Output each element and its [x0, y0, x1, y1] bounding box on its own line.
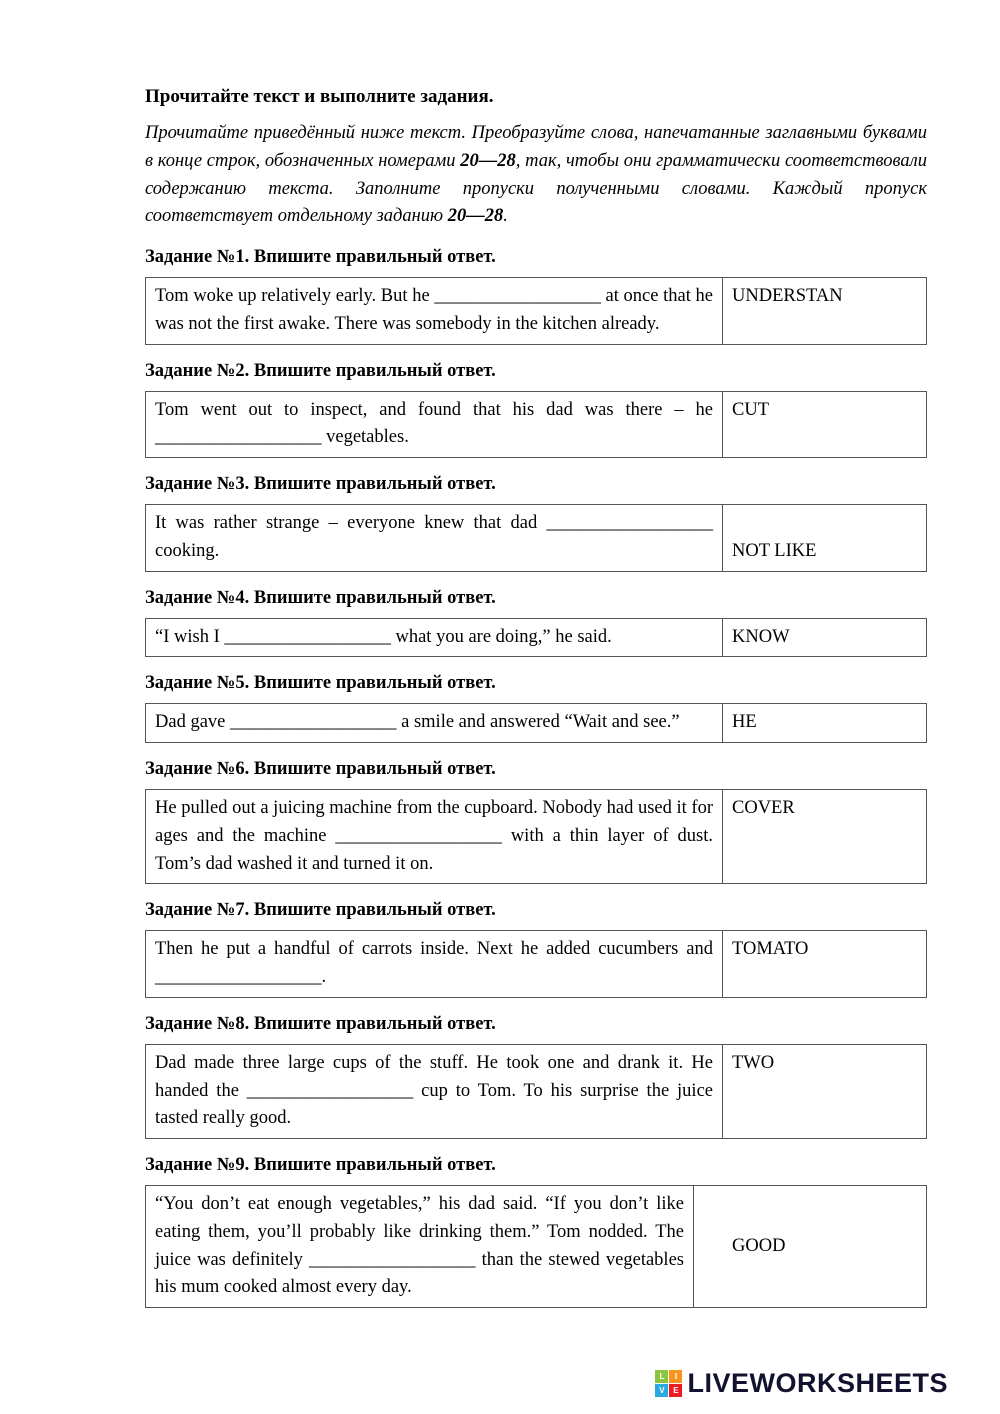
liveworksheets-brand-link[interactable]: LIVEWORKSHEETS	[687, 1368, 948, 1398]
task-1-text-before: Tom woke up relatively early. But he	[155, 286, 435, 306]
task-2-text-before: Tom went out to inspect, and found that his dad was there – he	[155, 399, 713, 420]
task-5-text-after: a smile and answered “Wait and see.”	[396, 712, 680, 733]
worksheet-instructions	[145, 120, 927, 231]
task-7-answer-blank[interactable]: __________________	[155, 967, 322, 987]
instructions-bold-range-2: 20––28	[447, 206, 504, 227]
task-9-answer-blank[interactable]: __________________	[309, 1249, 476, 1270]
task-1-answer-blank[interactable]: __________________	[434, 286, 601, 306]
task-7-text	[146, 931, 722, 997]
task-3-heading: Задание №3. Впишите правильный ответ.	[145, 474, 496, 494]
task-8-answer-blank[interactable]: __________________	[246, 1080, 414, 1101]
task-8-keyword: TWO	[722, 1045, 926, 1138]
task-4-answer-blank[interactable]: __________________	[224, 626, 391, 647]
logo-cell-l: L	[655, 1370, 668, 1383]
task-3-text	[146, 505, 722, 571]
task-6-text-after: with a thin layer of dust. Tom’s dad washed it and turned it on.	[155, 825, 713, 874]
task-3-keyword: NOT LIKE	[722, 505, 926, 571]
task-2-box	[145, 391, 927, 459]
task-5-text	[146, 704, 722, 742]
footer	[0, 1368, 1000, 1399]
task-4-box	[145, 618, 927, 658]
liveworksheets-logo-icon	[655, 1370, 682, 1397]
task-3-answer-blank[interactable]: __________________	[546, 513, 713, 533]
task-1-text	[146, 278, 722, 344]
instructions-part-2: , так, чтобы они грамматически соответствовали содержанию текста. Заполните пропуски полученными словами. Каждый пропуск соответствует отдельному заданию	[145, 150, 927, 227]
instructions-bold-range-1: 20––28	[460, 150, 516, 171]
task-9-text-after: than the stewed vegetables his mum cooked almost every day.	[155, 1249, 684, 1298]
task-5-answer-blank[interactable]: __________________	[230, 712, 397, 733]
task-2-text	[146, 392, 722, 458]
task-2-keyword: CUT	[722, 392, 926, 458]
task-6-keyword: COVER	[722, 790, 926, 883]
task-1-heading: Задание №1. Впишите правильный ответ.	[145, 247, 496, 267]
task-8-box	[145, 1044, 927, 1139]
task-1-box	[145, 277, 927, 345]
task-6-text-before: He pulled out a juicing machine from the cupboard. Nobody had used it for ages and the machine	[155, 798, 713, 846]
worksheet-content	[145, 86, 927, 1308]
task-4-text-after: what you are doing,” he said.	[390, 626, 612, 647]
task-3-box	[145, 504, 927, 572]
task-5-box	[145, 703, 927, 743]
task-6-text	[146, 790, 722, 883]
task-2-answer-blank[interactable]: __________________	[155, 427, 322, 448]
task-8-text-after: cup to Tom. To his surprise the juice tasted really good.	[155, 1080, 713, 1129]
instructions-part-1: Прочитайте приведённый ниже текст. Преобразуйте слова, напечатанные заглавными буквами в конце строк, обозначенных номерами	[145, 123, 927, 171]
worksheet-title: Прочитайте текст и выполните задания.	[145, 86, 494, 107]
task-2-text-after: vegetables.	[321, 427, 409, 448]
task-4-keyword: KNOW	[722, 619, 926, 657]
task-3-text-after: cooking.	[155, 540, 220, 561]
task-6-answer-blank[interactable]: __________________	[335, 825, 502, 846]
task-6-heading: Задание №6. Впишите правильный ответ.	[145, 759, 496, 779]
task-9-text-before: “You don’t eat enough vegetables,” his dad said. “If you don’t like eating them, you’ll probably like drinking them.” Tom nodded. The juice was definitely	[155, 1194, 684, 1270]
task-1-keyword: UNDERSTAN	[722, 278, 926, 344]
logo-cell-e: E	[669, 1384, 682, 1397]
task-9-text	[146, 1186, 693, 1307]
task-4-text-before: “I wish I	[155, 626, 225, 647]
task-7-heading: Задание №7. Впишите правильный ответ.	[145, 900, 496, 921]
task-6-box	[145, 789, 927, 884]
task-5-text-before: Dad gave	[155, 712, 230, 733]
task-8-heading: Задание №8. Впишите правильный ответ.	[145, 1013, 496, 1034]
task-5-keyword: HE	[722, 704, 926, 742]
task-5-heading: Задание №5. Впишите правильный ответ.	[145, 673, 496, 694]
task-7-box	[145, 930, 927, 998]
task-1-text-after: at once that he was not the first awake. There was somebody in the kitchen already.	[155, 286, 713, 334]
task-7-keyword: TOMATO	[722, 931, 926, 997]
task-7-text-after: .	[321, 967, 327, 987]
instructions-part-3: .	[503, 206, 508, 227]
task-8-text-before: Dad made three large cups of the stuff. He took one and drank it. He handed the	[155, 1052, 713, 1101]
task-4-heading: Задание №4. Впишите правильный ответ.	[145, 587, 496, 608]
task-9-heading: Задание №9. Впишите правильный ответ.	[145, 1155, 496, 1175]
task-3-text-before: It was rather strange – everyone knew that dad	[155, 513, 547, 533]
logo-cell-v: V	[655, 1384, 668, 1397]
logo-cell-i: I	[669, 1370, 682, 1383]
task-4-text	[146, 619, 722, 657]
task-9-keyword: GOOD	[693, 1186, 926, 1307]
task-8-text	[146, 1045, 722, 1138]
task-2-heading: Задание №2. Впишите правильный ответ.	[145, 360, 496, 381]
task-9-box	[145, 1185, 927, 1308]
task-7-text-before: Then he put a handful of carrots inside. Next he added cucumbers and	[155, 939, 713, 960]
